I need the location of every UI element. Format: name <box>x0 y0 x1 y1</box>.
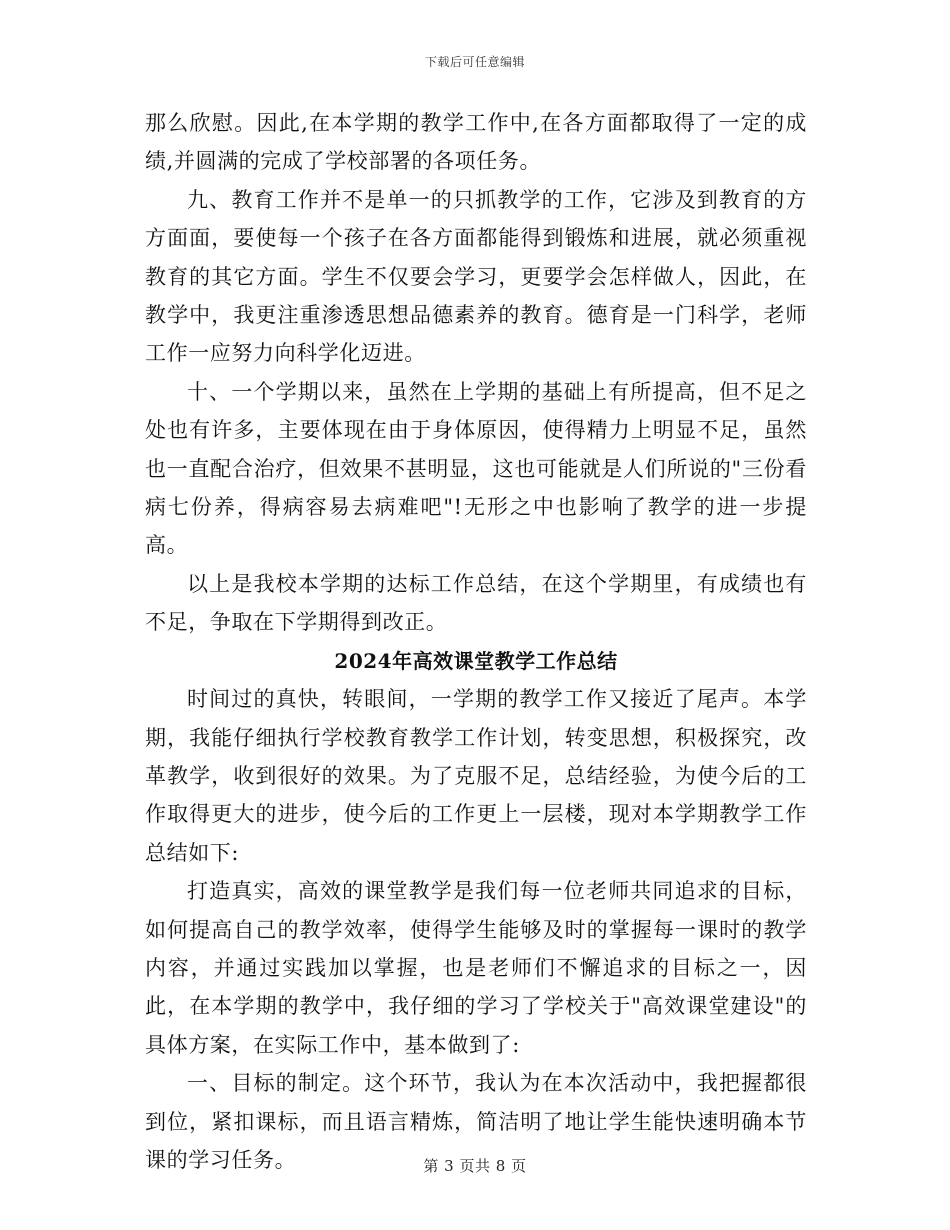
paragraph-item-one: 一、目标的制定。这个环节，我认为在本次活动中，我把握都很到位，紧扣课标，而且语言精炼，简洁明了地让学生能快速明确本节课的学习任务。 <box>145 1071 807 1172</box>
paragraph-item-nine: 九、教育工作并不是单一的只抓教学的工作，它涉及到教育的方方面面，要使每一个孩子在各方面都能得到锻炼和进展，就必须重视教育的其它方面。学生不仅要会学习，更要学会怎样做人，因此，在教学中，我更注重渗透思想品德素养的教育。德育是一门科学，老师工作一应努力向科学化迈进。 <box>145 187 807 366</box>
paragraph-conclusion: 以上是我校本学期的达标工作总结，在这个学期里，有成绩也有不足，争取在下学期得到改正。 <box>145 571 807 635</box>
paragraph-intro: 时间过的真快，转眼间，一学期的教学工作又接近了尾声。本学期，我能仔细执行学校教育教学工作计划，转变思想，积极探究，改革教学，收到很好的效果。为了克服不足，总结经验，为使今后的工作取得更大的进步，使今后的工作更上一层楼，现对本学期教学工作总结如下: <box>145 687 807 865</box>
document-body <box>145 104 807 1179</box>
page-header: 下载后可任意编辑 <box>424 55 525 69</box>
paragraph-item-ten: 十、一个学期以来，虽然在上学期的基础上有所提高，但不足之处也有许多，主要体现在由于身体原因，使得精力上明显不足，虽然也一直配合治疗，但效果不甚明显，这也可能就是人们所说的"三份看病七份养，得病容易去病难吧"!无形之中也影响了教学的进一步提高。 <box>145 379 807 558</box>
paragraph-goal: 打造真实，高效的课堂教学是我们每一位老师共同追求的目标，如何提高自己的教学效率，使得学生能够及时的掌握每一课时的教学内容，并通过实践加以掌握，也是老师们不懈追求的目标之一，因此，在本学期的教学中，我仔细的学习了学校关于"高效课堂建设"的具体方案，在实际工作中，基本做到了: <box>145 879 807 1057</box>
section-title: 2024年高效课堂教学工作总结 <box>334 648 618 673</box>
page-footer: 第 3 页共 8 页 <box>423 1157 527 1175</box>
paragraph-continuation: 那么欣慰。因此,在本学期的教学工作中,在各方面都取得了一定的成绩,并圆满的完成了学校部署的各项任务。 <box>145 111 807 174</box>
